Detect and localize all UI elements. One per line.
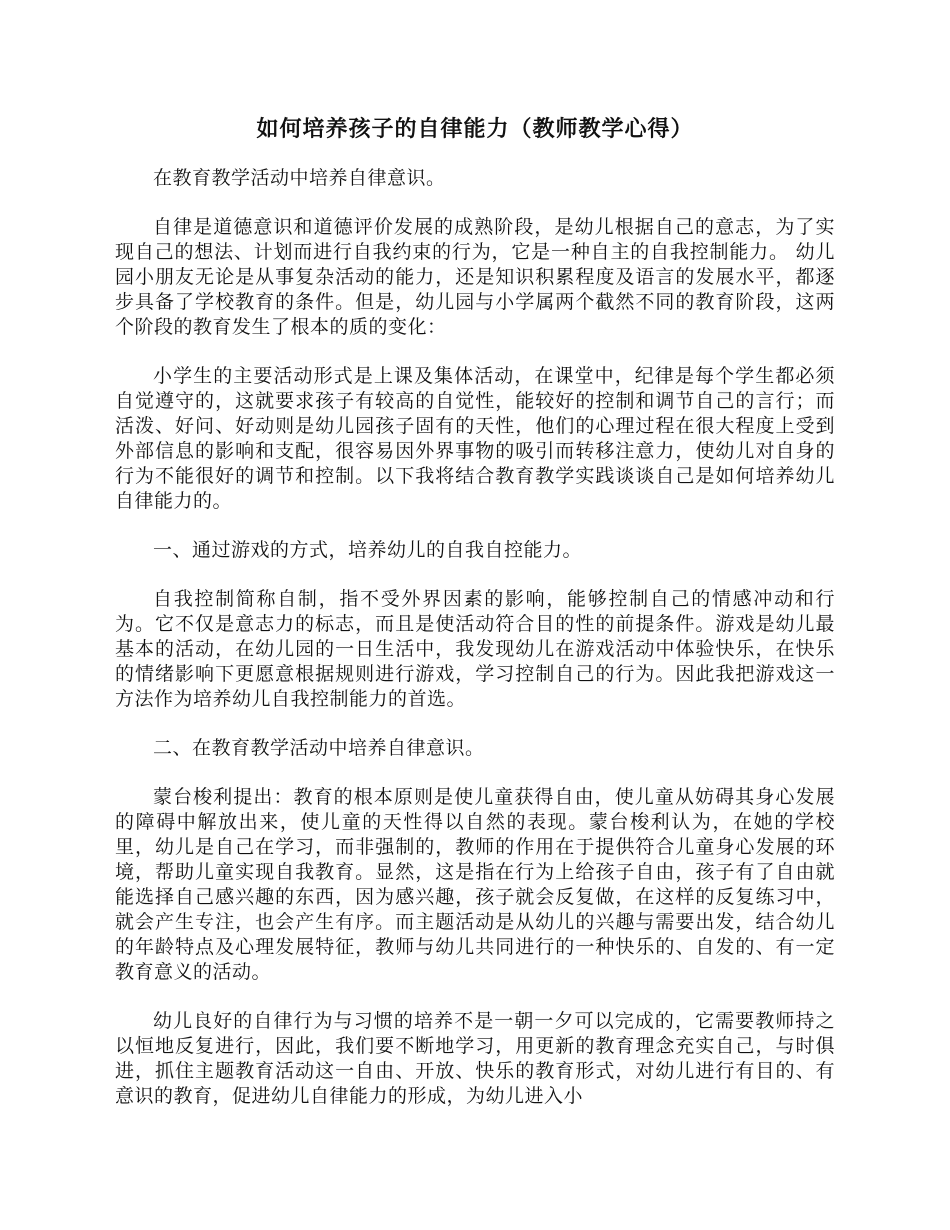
- section-heading-1: 一、通过游戏的方式，培养幼儿的自我自控能力。: [153, 539, 583, 561]
- paragraph-self-control-games: 自我控制简称自制，指不受外界因素的影响，能够控制自己的情感冲动和行为。它不仅是意志力的标志，而且是使活动符合目的性的前提条件。游戏是幼儿最基本的活动，在幼儿园的一日生活中，我发现幼儿在游戏活动中体验快乐，在快乐的情绪影响下更愿意根据规则进行游戏，学习控制自己的行为。因此我把游戏这一方法作为培养幼儿自我控制能力的首选。: [115, 588, 835, 710]
- section-heading-2: 二、在教育教学活动中培养自律意识。: [153, 737, 485, 759]
- paragraph-self-discipline-definition: 自律是道德意识和道德评价发展的成熟阶段，是幼儿根据自己的意志，为了实现自己的想法、计划而进行自我约束的行为，它是一种自主的自我控制能力。 幼儿园小朋友无论是从事复杂活动的能力，还是知识积累程度及语言的发展水平，都逐步具备了学校教育的条件。但是，幼儿园与小学属两个截然不同的教育阶段，这两个阶段的教育发生了根本的质的变化：: [115, 216, 835, 338]
- paragraph-intro-heading: 在教育教学活动中培养自律意识。: [153, 167, 446, 189]
- paragraph-conclusion: 幼儿良好的自律行为与习惯的培养不是一朝一夕可以完成的，它需要教师持之以恒地反复进行，因此，我们要不断地学习，用更新的教育理念充实自己，与时俱进，抓住主题教育活动这一自由、开放、快乐的教育形式，对幼儿进行有目的、有意识的教育，促进幼儿自律能力的形成，为幼儿进入小: [115, 1010, 835, 1107]
- document-title: 如何培养孩子的自律能力（教师教学心得）: [256, 116, 694, 142]
- paragraph-montessori: 蒙台梭利提出：教育的根本原则是使儿童获得自由，使儿童从妨碍其身心发展的障碍中解放出来，使儿童的天性得以自然的表现。蒙台梭利认为，在她的学校里，幼儿是自己在学习，而非强制的，教师的作用在于提供符合儿童身心发展的环境，帮助儿童实现自我教育。显然，这是指在行为上给孩子自由，孩子有了自由就能选择自己感兴趣的东西，因为感兴趣，孩子就会反复做，在这样的反复练习中，就会产生专注，也会产生有序。而主题活动是从幼儿的兴趣与需要出发，结合幼儿的年龄特点及心理发展特征，教师与幼儿共同进行的一种快乐的、自发的、有一定教育意义的活动。: [115, 786, 835, 983]
- document-page: [115, 112, 835, 1133]
- paragraph-primary-school-comparison: 小学生的主要活动形式是上课及集体活动，在课堂中，纪律是每个学生都必须自觉遵守的，这就要求孩子有较高的自觉性，能较好的控制和调节自己的言行；而活泼、好问、好动则是幼儿园孩子固有的天性，他们的心理过程在很大程度上受到外部信息的影响和支配，很容易因外界事物的吸引而转移注意力，使幼儿对自身的行为不能很好的调节和控制。以下我将结合教育教学实践谈谈自己是如何培养幼儿自律能力的。: [115, 365, 835, 512]
